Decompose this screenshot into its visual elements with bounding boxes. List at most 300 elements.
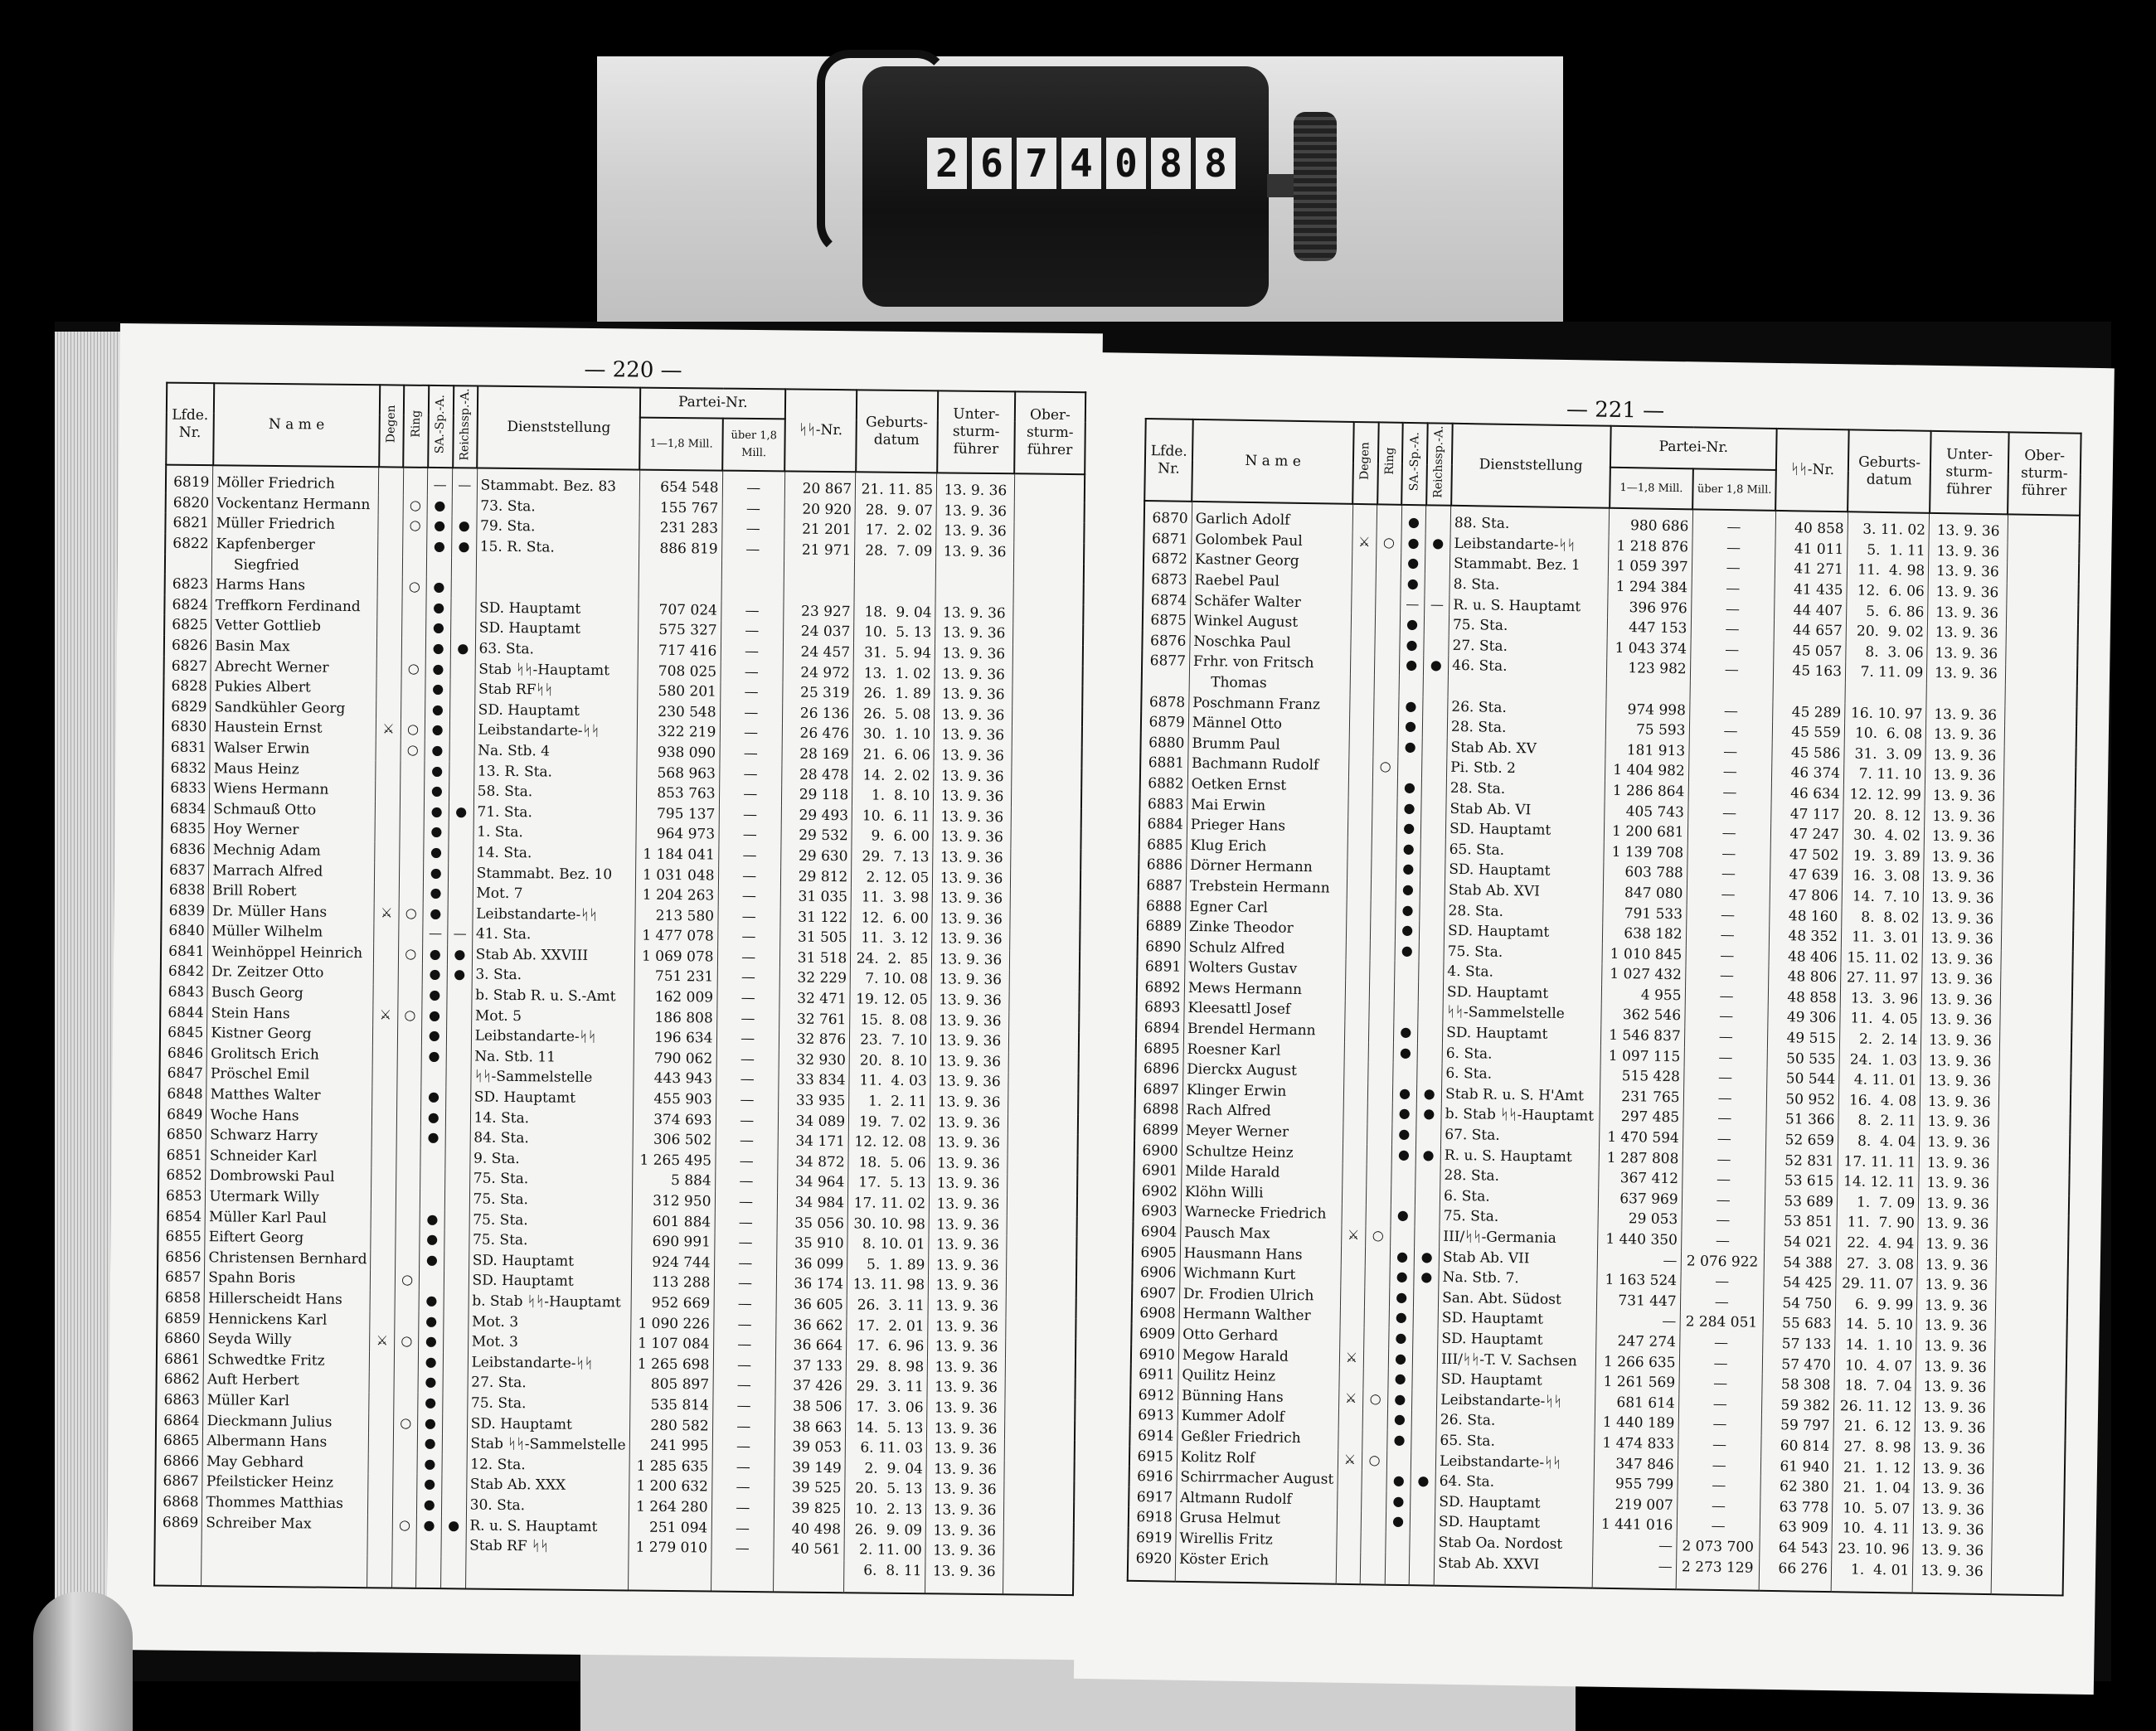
cell-sa-sp-a: ●	[417, 1454, 442, 1475]
cell-ring	[403, 468, 428, 496]
cell-reichssp-a	[1415, 1226, 1440, 1247]
cell-lfde-nr: 6913	[1130, 1405, 1178, 1426]
cell-name	[202, 1554, 367, 1588]
cell-sa-sp-a	[1397, 757, 1422, 778]
cell-ss-nr: 48 352	[1769, 926, 1841, 948]
cell-partei-1: 853 763	[636, 783, 719, 805]
cell-dienststellung: 75. Sta.	[469, 1230, 631, 1253]
cell-ss-nr: 31 122	[780, 907, 852, 928]
cell-ring	[393, 1453, 418, 1474]
cell-name: Pukies Albert	[211, 676, 376, 699]
cell-partei-1: —	[1593, 1535, 1677, 1557]
cell-name: Oetken Ernst	[1187, 774, 1348, 798]
cell-degen	[377, 597, 402, 618]
cell-degen	[368, 1474, 393, 1495]
cell-geburtsdatum: 3. 11. 02	[1848, 512, 1930, 541]
cell-ring: ○	[403, 516, 428, 536]
cell-partei-1: 1 546 837	[1601, 1026, 1685, 1047]
cell-partei-2: —	[716, 1049, 779, 1069]
cell-ss-nr: 57 470	[1762, 1354, 1834, 1375]
cell-name: Marrach Alfred	[209, 861, 375, 883]
cell-partei-2: —	[1690, 639, 1774, 661]
header-sa-sp-a: SA.-Sp.-A.	[428, 385, 454, 468]
cell-ss-nr: 32 876	[779, 1030, 850, 1050]
cell-degen	[376, 801, 401, 822]
cell-lfde-nr: 6828	[163, 676, 211, 697]
cell-obersturmfuehrer	[1997, 1174, 2069, 1195]
cell-ss-nr: 53 615	[1765, 1171, 1838, 1192]
cell-lfde-nr: 6831	[163, 738, 211, 759]
cell-ss-nr: 21 201	[784, 520, 856, 541]
cell-ring	[392, 1535, 417, 1556]
cell-sa-sp-a: ●	[1391, 1124, 1416, 1145]
cell-dienststellung: 6. Sta.	[1442, 1064, 1601, 1087]
cell-name: Klug Erich	[1187, 836, 1348, 859]
cell-dienststellung: SD. Hauptamt	[1438, 1308, 1597, 1331]
cell-partei-1: 1 266 635	[1596, 1351, 1680, 1373]
cell-partei-2: —	[714, 1253, 777, 1273]
cell-geburtsdatum: 26. 11. 12	[1833, 1396, 1916, 1418]
cell-geburtsdatum: 31. 5. 94	[853, 642, 935, 664]
cell-reichssp-a	[1420, 860, 1445, 880]
cell-obersturmfuehrer	[1993, 1419, 2066, 1441]
cell-geburtsdatum: 10. 5. 13	[854, 623, 935, 644]
cell-untersturmfuehrer: 13. 9. 36	[1920, 1050, 1999, 1072]
cell-name: Albermann Hans	[203, 1431, 369, 1453]
cell-reichssp-a	[1420, 920, 1445, 941]
header-geburtsdatum: Geburts-datum	[856, 390, 938, 473]
cell-partei-1: 924 744	[631, 1252, 714, 1273]
cell-reichssp-a	[446, 1067, 471, 1088]
cell-ss-nr: 54 388	[1764, 1252, 1836, 1273]
cell-degen	[1336, 1551, 1361, 1584]
cell-obersturmfuehrer	[1003, 1481, 1074, 1501]
cell-ring	[1361, 1511, 1386, 1532]
cell-dienststellung	[465, 1556, 629, 1591]
cell-ss-nr	[784, 560, 855, 581]
cell-sa-sp-a: ●	[419, 1331, 444, 1352]
cell-degen	[371, 1249, 396, 1270]
cell-untersturmfuehrer: 13. 9. 36	[1921, 1010, 2000, 1031]
cell-dienststellung	[476, 557, 639, 579]
cell-degen	[1348, 736, 1373, 757]
cell-partei-2	[721, 580, 784, 601]
cell-ring: ○	[394, 1331, 419, 1352]
cell-lfde-nr: 6842	[161, 962, 208, 982]
cell-lfde-nr: 6896	[1135, 1059, 1183, 1079]
cell-lfde-nr: 6874	[1143, 590, 1191, 611]
cell-obersturmfuehrer	[1011, 807, 1081, 828]
cell-obersturmfuehrer	[2000, 991, 2072, 1012]
cell-dienststellung: 58. Sta.	[473, 782, 636, 804]
cell-reichssp-a: ●	[1411, 1471, 1435, 1491]
cell-dienststellung: III/ᛋᛋ-T. V. Sachsen	[1437, 1349, 1596, 1372]
cell-untersturmfuehrer: 13. 9. 36	[928, 1296, 1006, 1317]
header-degen: Degen	[1352, 422, 1378, 505]
cell-untersturmfuehrer: 13. 9. 36	[928, 1336, 1006, 1358]
cell-partei-1: 535 814	[629, 1394, 712, 1416]
cell-lfde-nr: 6835	[162, 819, 209, 840]
cell-lfde-nr: 6883	[1139, 793, 1187, 814]
cell-dienststellung: 75. Sta.	[467, 1393, 629, 1415]
cell-partei-1: 952 669	[631, 1292, 714, 1314]
cell-geburtsdatum: 12. 12. 08	[848, 1132, 930, 1153]
cell-geburtsdatum	[854, 561, 935, 583]
cell-partei-1: 638 182	[1603, 924, 1687, 945]
cell-dienststellung: 88. Sta.	[1450, 506, 1610, 536]
cell-partei-1: 791 533	[1603, 903, 1687, 924]
cell-obersturmfuehrer	[1013, 583, 1084, 604]
cell-ring	[1374, 675, 1399, 696]
cell-reichssp-a	[1410, 1532, 1435, 1553]
cell-untersturmfuehrer: 13. 9. 36	[1926, 704, 2005, 725]
cell-lfde-nr: 6891	[1137, 957, 1185, 977]
cell-reichssp-a: —	[1425, 594, 1449, 615]
cell-lfde-nr: 6822	[165, 534, 212, 555]
cell-degen	[371, 1147, 396, 1168]
cell-partei-1: 247 274	[1596, 1331, 1680, 1353]
cell-ss-nr: 54 750	[1763, 1293, 1835, 1315]
cell-ss-nr: 31 505	[779, 928, 851, 948]
cell-lfde-nr: 6832	[163, 758, 210, 778]
cell-reichssp-a: ●	[1416, 1145, 1441, 1166]
cell-ss-nr: 48 160	[1770, 905, 1842, 927]
cell-partei-2: —	[720, 723, 783, 744]
cell-name: Spahn Boris	[205, 1268, 371, 1291]
cell-partei-1: 886 819	[639, 539, 721, 560]
cell-ring	[1376, 573, 1401, 594]
cell-untersturmfuehrer: 13. 9. 36	[928, 1316, 1006, 1338]
cell-geburtsdatum: 18. 7. 04	[1834, 1375, 1916, 1397]
cell-reichssp-a	[448, 863, 473, 884]
cell-reichssp-a	[447, 985, 472, 1006]
cell-sa-sp-a: ●	[427, 577, 452, 598]
cell-obersturmfuehrer	[1013, 542, 1084, 563]
cell-reichssp-a	[448, 904, 473, 924]
cell-untersturmfuehrer: 13. 9. 36	[1921, 1030, 2000, 1052]
counter-digit: 4	[1061, 138, 1101, 189]
cell-ss-nr: 54 021	[1764, 1232, 1836, 1253]
cell-dienststellung: 75. Sta.	[1444, 941, 1603, 964]
cell-lfde-nr: 6873	[1144, 570, 1192, 590]
cell-geburtsdatum: 22. 4. 94	[1836, 1233, 1918, 1254]
cell-degen	[377, 638, 402, 658]
cell-partei-2: —	[1678, 1434, 1761, 1456]
cell-ring	[1368, 1063, 1393, 1084]
cell-obersturmfuehrer	[1009, 971, 1080, 992]
cell-untersturmfuehrer: 13. 9. 36	[1924, 867, 2003, 889]
cell-untersturmfuehrer: 13. 9. 36	[931, 1011, 1009, 1032]
cell-sa-sp-a: ●	[1386, 1491, 1411, 1511]
cell-geburtsdatum: 10. 4. 11	[1832, 1518, 1914, 1539]
cell-name: Hoy Werner	[209, 819, 375, 841]
cell-degen	[368, 1453, 393, 1474]
cell-sa-sp-a: ●	[1387, 1389, 1412, 1409]
cell-lfde-nr: 6877	[1142, 651, 1190, 672]
header-degen: Degen	[379, 385, 405, 468]
cell-degen	[367, 1535, 392, 1555]
cell-sa-sp-a: ●	[1391, 1144, 1416, 1165]
cell-degen	[369, 1392, 394, 1413]
cell-dienststellung: 84. Sta.	[470, 1128, 633, 1151]
cell-geburtsdatum: 13. 11. 98	[847, 1275, 928, 1297]
cell-ring	[393, 1433, 418, 1454]
cell-lfde-nr: 6868	[155, 1491, 202, 1512]
cell-ring	[395, 1291, 420, 1312]
cell-dienststellung: 30. Sta.	[466, 1495, 629, 1517]
cell-untersturmfuehrer: 13. 9. 36	[1916, 1397, 1994, 1418]
cell-untersturmfuehrer: 13. 9. 36	[936, 541, 1014, 563]
cell-name: Schultze Heinz	[1182, 1141, 1343, 1164]
cell-reichssp-a: ●	[1415, 1247, 1440, 1268]
cell-degen	[1342, 1205, 1367, 1225]
cell-dienststellung: 65. Sta.	[1436, 1431, 1595, 1454]
cell-reichssp-a: ●	[452, 516, 477, 537]
cell-reichssp-a	[444, 1189, 469, 1210]
cell-name: Dörner Hermann	[1186, 856, 1347, 879]
cell-geburtsdatum: 16. 3. 08	[1842, 866, 1924, 888]
cell-sa-sp-a: ●	[425, 740, 449, 761]
cell-partei-1: 1 204 263	[635, 885, 718, 907]
cell-degen	[373, 984, 398, 1005]
cell-ss-nr: 45 057	[1774, 641, 1846, 662]
cell-sa-sp-a: ●	[1397, 778, 1422, 798]
cell-degen	[1345, 981, 1370, 1001]
cell-reichssp-a	[445, 1127, 470, 1148]
cell-geburtsdatum: 19. 12. 05	[850, 989, 931, 1011]
cell-ss-nr: 29 493	[781, 805, 852, 826]
cell-degen	[1338, 1409, 1363, 1429]
cell-partei-1: 322 219	[637, 722, 720, 744]
cell-partei-1: 405 743	[1605, 801, 1688, 822]
cell-partei-1: 75 593	[1606, 720, 1690, 741]
cell-degen	[1340, 1307, 1365, 1327]
cell-ring	[402, 556, 427, 577]
cell-name: Schäfer Walter	[1190, 590, 1351, 613]
cell-dienststellung: ᛋᛋ-Sammelstelle	[470, 1067, 633, 1089]
cell-partei-2: —	[716, 988, 779, 1009]
cell-partei-2: —	[716, 1069, 779, 1090]
cell-untersturmfuehrer: 13. 9. 36	[1916, 1356, 1994, 1378]
cell-sa-sp-a: ●	[418, 1372, 443, 1393]
cell-dienststellung: Mot. 3	[468, 1332, 630, 1355]
cell-lfde-nr: 6850	[159, 1125, 206, 1146]
cell-sa-sp-a: ●	[426, 638, 451, 659]
cell-partei-2: —	[711, 1539, 774, 1559]
cell-degen	[369, 1372, 394, 1393]
cell-ring: ○	[401, 740, 425, 761]
cell-partei-2: —	[1689, 720, 1773, 742]
cell-sa-sp-a	[420, 1189, 445, 1210]
cell-partei-2: —	[712, 1416, 775, 1437]
cell-partei-1: 219 007	[1594, 1494, 1678, 1515]
cell-dienststellung: 8. Sta.	[1449, 575, 1609, 598]
cell-partei-1: 1 265 698	[630, 1354, 713, 1375]
cell-sa-sp-a: ●	[1392, 1084, 1417, 1104]
cell-name: Hillerscheidt Hans	[204, 1288, 370, 1311]
cell-ring	[1375, 614, 1400, 635]
cell-name: Zinke Theodor	[1185, 917, 1346, 940]
cell-reichssp-a	[1424, 635, 1449, 656]
cell-sa-sp-a	[1390, 1226, 1415, 1247]
cell-name: Matthes Walter	[206, 1084, 372, 1107]
cell-name: Schreiber Max	[202, 1513, 368, 1535]
cell-name: Kummer Adolf	[1178, 1406, 1338, 1429]
cell-partei-2: 2 076 922	[1681, 1251, 1765, 1273]
cell-partei-2: —	[721, 642, 784, 662]
cell-name: Dombrowski Paul	[206, 1166, 371, 1189]
cell-degen	[1351, 613, 1376, 634]
cell-partei-1: 637 969	[1599, 1189, 1683, 1210]
cell-dienststellung: 1. Sta.	[473, 822, 636, 845]
cell-obersturmfuehrer	[2000, 971, 2072, 992]
cell-partei-1: 603 788	[1604, 862, 1687, 884]
cell-untersturmfuehrer: 13. 9. 36	[930, 1194, 1008, 1215]
cell-reichssp-a	[441, 1535, 466, 1556]
cell-reichssp-a	[1418, 1002, 1443, 1023]
cell-partei-1: 1 265 495	[633, 1150, 716, 1171]
cell-ring	[1373, 736, 1398, 757]
cell-sa-sp-a: ●	[423, 904, 448, 924]
cell-name: Dr. Müller Hans	[208, 901, 374, 924]
cell-ring	[399, 883, 424, 904]
cell-geburtsdatum: 21. 6. 12	[1833, 1417, 1916, 1438]
cell-ss-nr: 41 011	[1775, 539, 1848, 560]
cell-ss-nr: 36 605	[776, 1294, 847, 1315]
cell-reichssp-a: ●	[447, 965, 472, 986]
cell-dienststellung: 28. Sta.	[1446, 778, 1605, 802]
cell-partei-2: —	[1677, 1516, 1760, 1538]
cell-obersturmfuehrer	[2002, 869, 2074, 890]
cell-reichssp-a	[1426, 506, 1451, 534]
cell-untersturmfuehrer: 13. 9. 36	[1925, 765, 2004, 787]
cell-ring	[393, 1474, 418, 1495]
cell-sa-sp-a	[1391, 1165, 1416, 1186]
cell-partei-2: —	[716, 1131, 779, 1152]
cell-untersturmfuehrer: 13. 9. 36	[1913, 1520, 1992, 1541]
cell-partei-2: —	[1684, 1047, 1768, 1069]
cell-sa-sp-a	[416, 1556, 441, 1589]
cell-partei-1: 938 090	[637, 743, 720, 764]
cell-ss-nr: 45 586	[1772, 743, 1844, 764]
cell-lfde-nr: 6902	[1134, 1181, 1182, 1202]
cell-ss-nr: 50 544	[1766, 1069, 1838, 1090]
cell-ring: ○	[1377, 532, 1401, 553]
cell-partei-2: —	[715, 1212, 778, 1233]
header-partei-sub-1: 1—1,8 Mill.	[639, 417, 722, 471]
cell-degen: ⚔	[1341, 1225, 1366, 1246]
cell-geburtsdatum: 11. 3. 01	[1841, 927, 1923, 948]
cell-partei-1: 1 139 708	[1604, 841, 1687, 863]
cell-obersturmfuehrer	[1998, 1154, 2070, 1176]
cell-lfde-nr: 6854	[158, 1206, 206, 1227]
cell-ring: ○	[399, 903, 424, 924]
cell-partei-2: —	[714, 1273, 777, 1294]
cell-dienststellung: 14. Sta.	[470, 1108, 633, 1130]
cell-untersturmfuehrer: 13. 9. 36	[1927, 663, 2006, 685]
cell-partei-2: —	[719, 744, 782, 764]
cell-ss-nr: 32 471	[779, 988, 851, 1009]
cell-obersturmfuehrer	[1011, 767, 1081, 788]
cell-reichssp-a	[444, 1312, 469, 1332]
cell-degen	[1348, 756, 1373, 777]
cell-geburtsdatum: 30. 1. 10	[852, 725, 934, 746]
cell-name: Seyda Willy	[204, 1329, 370, 1351]
cell-ss-nr: 32 229	[779, 968, 851, 989]
cell-obersturmfuehrer	[2003, 746, 2076, 768]
cell-partei-2: —	[1680, 1292, 1764, 1313]
cell-sa-sp-a: ●	[417, 1515, 442, 1535]
cell-partei-2: —	[713, 1314, 776, 1335]
cell-partei-1: 181 913	[1605, 740, 1689, 762]
cell-name: Wolters Gustav	[1184, 958, 1345, 981]
cell-sa-sp-a: ●	[421, 1087, 446, 1108]
cell-dienststellung: 46. Sta.	[1448, 656, 1607, 679]
cell-ss-nr: 34 872	[778, 1152, 849, 1172]
cell-dienststellung: SD. Hauptamt	[1435, 1491, 1595, 1515]
cell-dienststellung: 3. Sta.	[472, 965, 634, 987]
cell-ring	[1373, 716, 1398, 737]
cell-reichssp-a	[447, 1006, 472, 1026]
cell-partei-1: 1 163 524	[1597, 1270, 1681, 1292]
cell-partei-1	[639, 579, 721, 601]
cell-geburtsdatum: 18. 5. 06	[848, 1152, 930, 1174]
cell-untersturmfuehrer: 13. 9. 36	[925, 1561, 1003, 1595]
cell-geburtsdatum: 21. 1. 04	[1833, 1477, 1915, 1499]
cell-sa-sp-a: ●	[427, 536, 452, 557]
cell-partei-2: —	[711, 1457, 775, 1477]
cell-dienststellung: Leibstandarte-ᛋᛋ	[474, 720, 637, 743]
cell-ring	[1364, 1327, 1389, 1348]
cell-lfde-nr: 6915	[1129, 1446, 1178, 1467]
cell-partei-1: 568 963	[636, 763, 719, 784]
cell-untersturmfuehrer: 13. 9. 36	[1914, 1479, 1993, 1501]
cell-geburtsdatum: 29. 11. 07	[1836, 1273, 1918, 1295]
cell-name: Schirrmacher August	[1177, 1467, 1338, 1491]
cell-lfde-nr: 6834	[163, 798, 210, 819]
cell-partei-2: —	[1682, 1210, 1765, 1232]
cell-degen	[368, 1515, 393, 1535]
cell-obersturmfuehrer	[1996, 1215, 2068, 1237]
cell-ss-nr: 45 559	[1772, 722, 1844, 744]
cell-untersturmfuehrer: 13. 9. 36	[935, 684, 1012, 705]
cell-dienststellung: 75. Sta.	[1449, 615, 1608, 638]
cell-untersturmfuehrer: 13. 9. 36	[930, 1092, 1008, 1113]
cell-name: Grolitsch Erich	[207, 1044, 373, 1066]
cell-partei-2: —	[1682, 1169, 1765, 1190]
cell-obersturmfuehrer	[1003, 1541, 1074, 1562]
cell-name: Frhr. von Fritsch	[1189, 652, 1350, 675]
cell-reichssp-a	[446, 1087, 471, 1108]
cell-geburtsdatum: 4. 11. 01	[1839, 1069, 1921, 1091]
cell-partei-1: 280 582	[629, 1415, 712, 1437]
cell-degen	[376, 658, 401, 679]
cell-degen	[1348, 797, 1372, 817]
cell-lfde-nr: 6875	[1143, 610, 1191, 631]
cell-partei-2: —	[717, 947, 780, 967]
cell-lfde-nr: 6847	[159, 1064, 206, 1084]
cell-degen	[372, 1045, 397, 1066]
cell-ring	[1364, 1307, 1389, 1328]
cell-partei-1: 955 799	[1594, 1474, 1678, 1496]
cell-reichssp-a: ●	[1424, 656, 1449, 676]
cell-obersturmfuehrer	[1994, 1358, 2066, 1379]
cell-untersturmfuehrer: 13. 9. 36	[925, 1540, 1003, 1562]
cell-lfde-nr: 6916	[1129, 1467, 1178, 1487]
cell-name: Auft Herbert	[203, 1370, 369, 1392]
cell-name: Maus Heinz	[210, 759, 376, 781]
cell-partei-1: 1 261 569	[1595, 1372, 1679, 1394]
